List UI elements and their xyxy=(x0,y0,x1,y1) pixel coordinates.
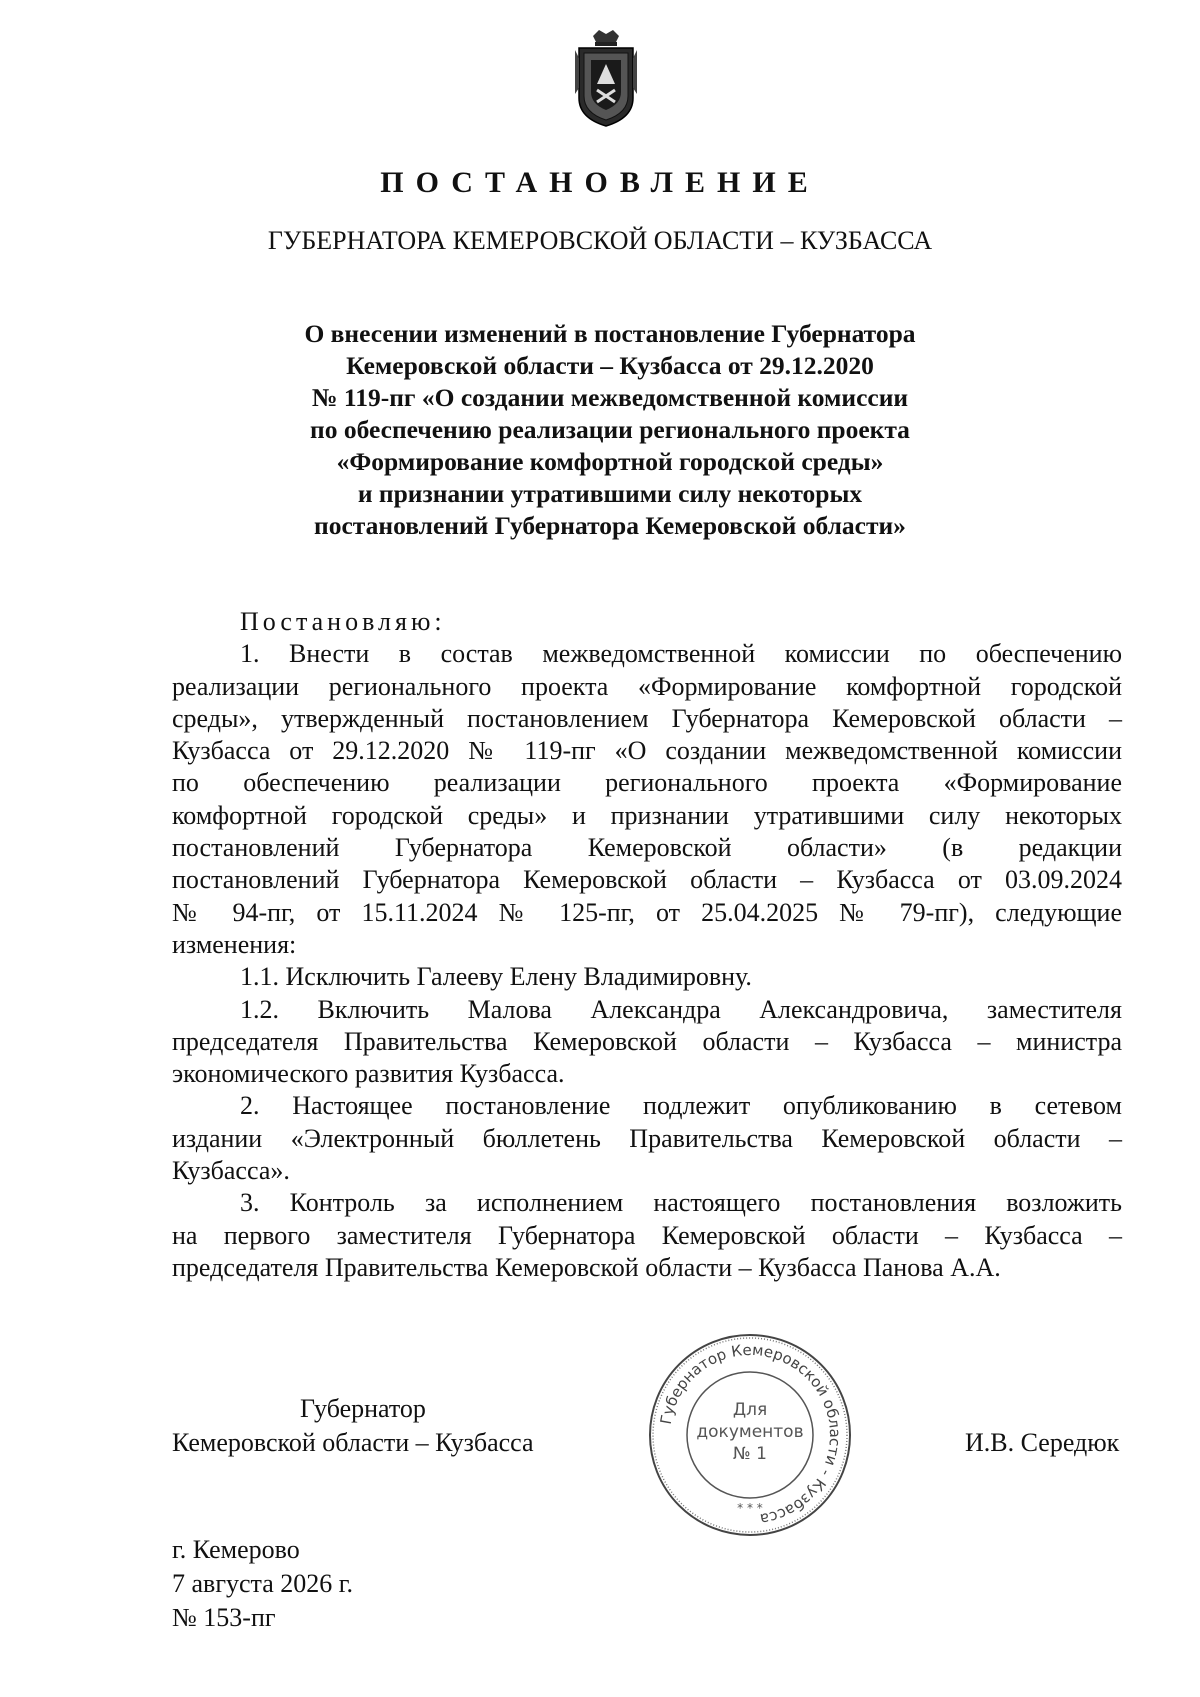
paragraph-line: постановлений Губернатора Кемеровской области» (в редакции xyxy=(172,833,1122,863)
stamp-ring-text: Губернатор Кемеровской области - Кузбасса xyxy=(656,1340,845,1529)
signatory-name: И.В. Середюк xyxy=(965,1428,1120,1457)
paragraph-line: комфортной городской среды» и признании утратившими силу некоторых xyxy=(172,800,1122,830)
title-line: по обеспечению реализации регионального проекта xyxy=(310,415,910,444)
stamp-stars: * * * xyxy=(737,1501,763,1515)
title-line: Кемеровской области – Кузбасса от 29.12.2020 xyxy=(346,351,874,380)
stamp-center-line: Для xyxy=(732,1400,768,1420)
paragraph-line: № 94-пг, от 15.11.2024 № 125-пг, от 25.04.2025 № 79-пг), следующие xyxy=(172,897,1122,927)
paragraph-2 xyxy=(172,1090,1122,1187)
paragraph-1-2 xyxy=(172,994,1122,1091)
title-line: № 119-пг «О создании межведомственной комиссии xyxy=(311,383,909,412)
paragraph-line: 3. Контроль за исполнением настоящего постановления возложить xyxy=(240,1188,1122,1218)
paragraph-line: реализации регионального проекта «Формирование комфортной городской xyxy=(172,671,1122,701)
paragraph-line: среды», утвержденный постановлением Губернатора Кемеровской области – xyxy=(172,703,1122,733)
paragraph-line: экономического развития Кузбасса. xyxy=(172,1059,565,1089)
paragraph-line: по обеспечению реализации регионального проекта «Формирование xyxy=(172,768,1122,798)
official-seal-stamp xyxy=(645,1330,855,1540)
paragraph-line: 2. Настоящее постановление подлежит опубликованию в сетевом xyxy=(240,1091,1122,1121)
document-body xyxy=(172,606,1122,1284)
paragraph-3 xyxy=(172,1187,1122,1284)
document-number: № 153-пг xyxy=(172,1603,276,1632)
paragraph-line: 1. Внести в состав межведомственной комиссии по обеспечению xyxy=(240,639,1122,669)
issue-place: г. Кемерово xyxy=(172,1535,300,1564)
issuer-heading: ГУБЕРНАТОРА КЕМЕРОВСКОЙ ОБЛАСТИ – КУЗБАССА xyxy=(267,226,933,255)
paragraph-line: изменения: xyxy=(172,929,297,959)
stamp-center-line: № 1 xyxy=(733,1444,767,1464)
paragraph-line: председателя Правительства Кемеровской области – Кузбасса Панова А.А. xyxy=(172,1252,1001,1282)
coat-of-arms-emblem xyxy=(571,28,641,128)
paragraph-1-1: 1.1. Исключить Галееву Елену Владимировну. xyxy=(240,962,752,992)
issue-date: 7 августа 2026 г. xyxy=(172,1569,353,1598)
paragraph-line: Кузбасса». xyxy=(172,1156,290,1186)
document-title xyxy=(260,318,960,542)
signatory-title: Губернатор xyxy=(300,1394,426,1423)
paragraph-line: издании «Электронный бюллетень Правительства Кемеровской области – xyxy=(172,1123,1122,1153)
resolve-word: Постановляю: xyxy=(240,607,446,636)
title-line: постановлений Губернатора Кемеровской области» xyxy=(314,511,906,540)
title-line: и признании утратившими силу некоторых xyxy=(357,479,863,508)
document-type-heading: ПОСТАНОВЛЕНИЕ xyxy=(380,166,820,199)
title-line: О внесении изменений в постановление Губернатора xyxy=(304,319,916,348)
paragraph-line: на первого заместителя Губернатора Кемеровской области – Кузбасса – xyxy=(172,1220,1122,1250)
stamp-center-line: документов xyxy=(696,1422,804,1442)
paragraph-line: 1.2. Включить Малова Александра Александровича, заместителя xyxy=(240,994,1122,1024)
paragraph-line: Кузбасса от 29.12.2020 № 119-пг «О создании межведомственной комиссии xyxy=(172,736,1122,766)
title-line: «Формирование комфортной городской среды» xyxy=(336,447,884,476)
signatory-region: Кемеровской области – Кузбасса xyxy=(172,1428,534,1457)
paragraph-line: председателя Правительства Кемеровской области – Кузбасса – министра xyxy=(172,1026,1122,1056)
paragraph-1 xyxy=(172,638,1122,961)
paragraph-line: постановлений Губернатора Кемеровской области – Кузбасса от 03.09.2024 xyxy=(172,865,1122,895)
